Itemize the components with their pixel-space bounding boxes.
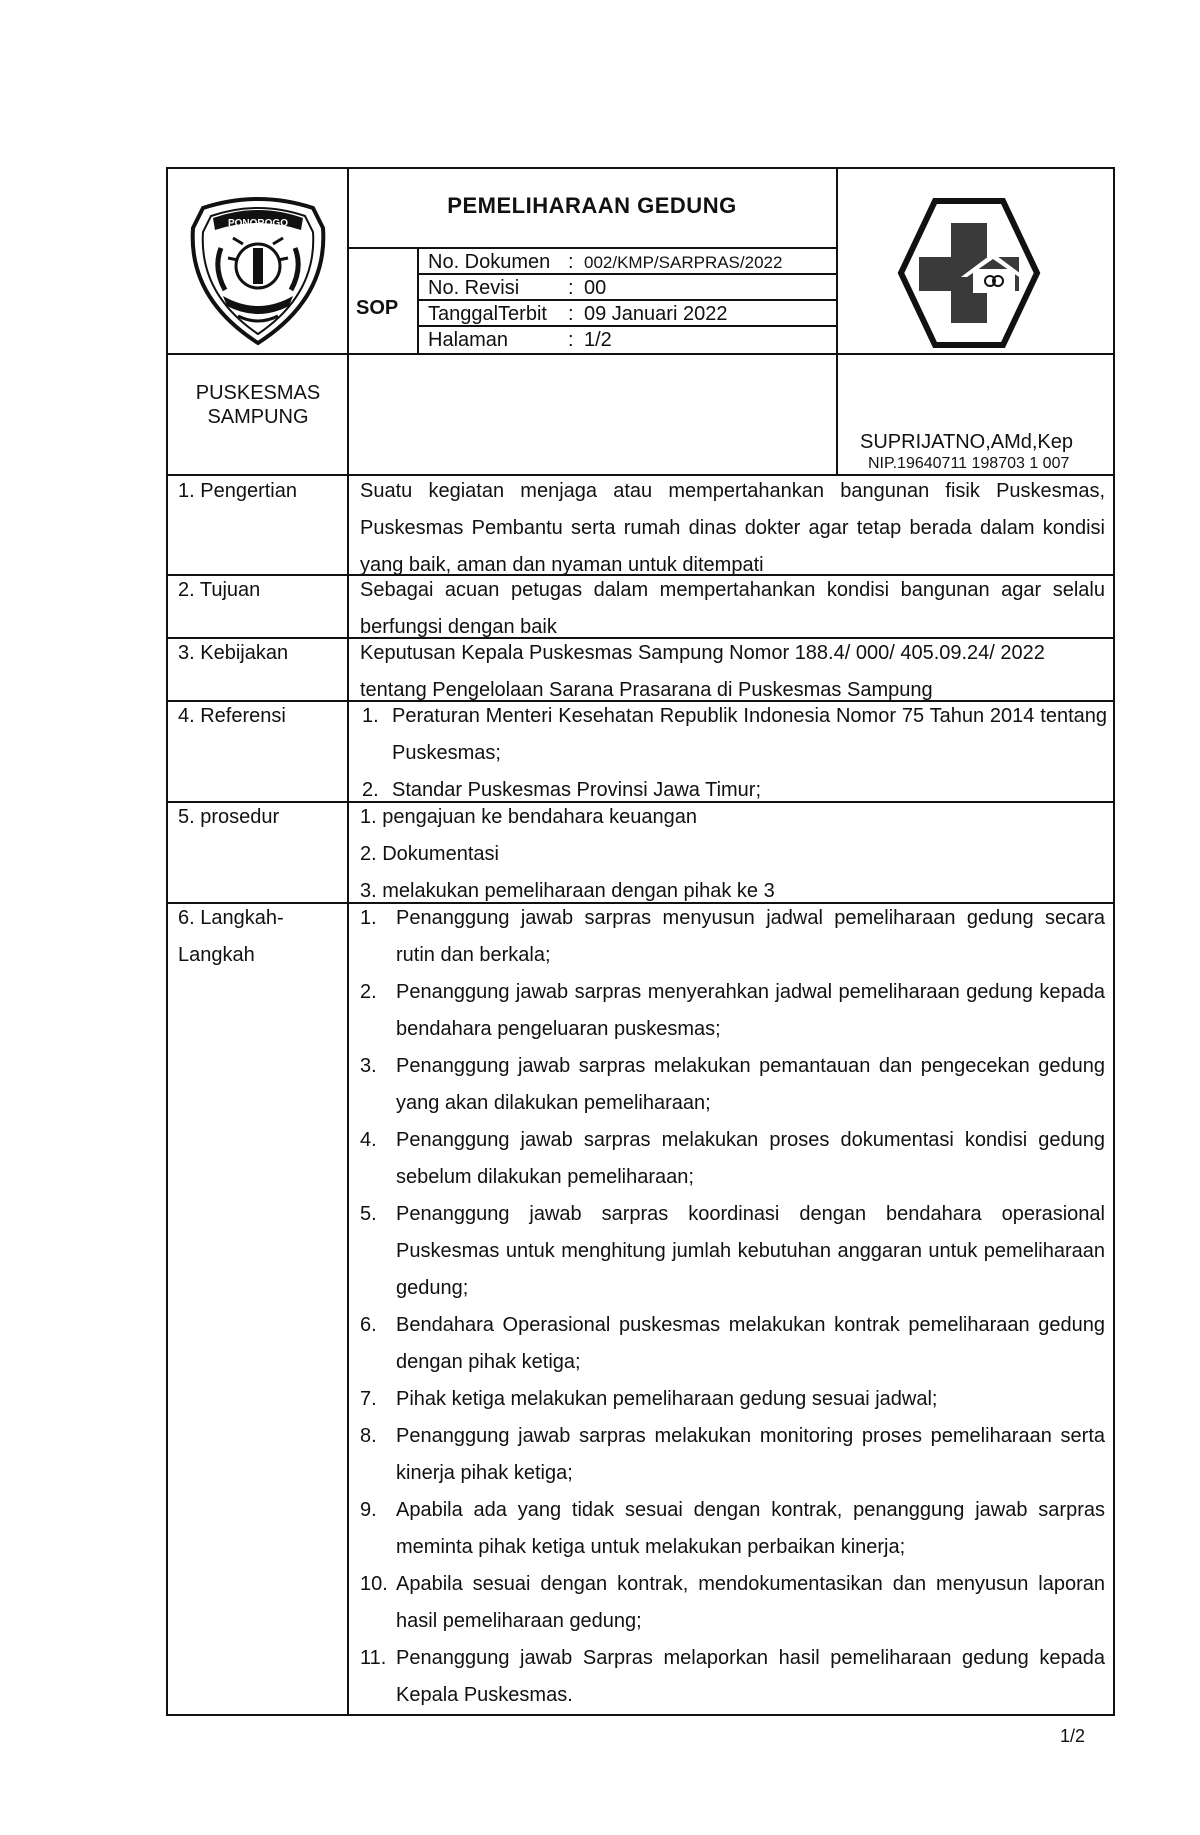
meta-value: 1/2 xyxy=(584,329,612,351)
meta-key: No. Revisi xyxy=(428,277,520,299)
item-number: 1. xyxy=(362,705,379,727)
item-number: 2. xyxy=(360,981,377,1003)
item-text: Penanggung jawab sarpras menyerahkan jadwal pemeliharaan gedung kepada bendahara pengeluaran puskesmas; xyxy=(396,981,1105,1040)
section-text: Keputusan Kepala Puskesmas Sampung Nomor 188.4/ 000/ 405.09.24/ 2022 tentang Pengelolaan Sarana Prasarana di Puskesmas Sampung xyxy=(360,642,1045,701)
section-label-pengertian: 1. Pengertian xyxy=(178,480,297,502)
meta-value: 00 xyxy=(584,277,607,299)
meta-row-revision: No. Revisi : 00 xyxy=(418,273,838,299)
item-number: 1. xyxy=(360,907,377,929)
item-text: Apabila ada yang tidak sesuai dengan kontrak, penanggung jawab sarpras meminta pihak ketiga untuk melakukan perbaikan kinerja; xyxy=(396,1499,1105,1558)
item-text: Penanggung jawab sarpras melakukan pemantauan dan pengecekan gedung yang akan dilakukan pemeliharaan; xyxy=(396,1055,1105,1114)
procedure-line: 3. melakukan pemeliharaan dengan pihak ke 3 xyxy=(360,880,775,902)
item-text: Penanggung jawab sarpras menyusun jadwal pemeliharaan gedung secara rutin dan berkala; xyxy=(396,907,1105,966)
item-number: 4. xyxy=(360,1129,377,1151)
reference-item xyxy=(362,698,1107,772)
org-line: PUSKESMAS xyxy=(195,382,321,404)
label-line: 6. Langkah- xyxy=(178,907,284,929)
page-number: 1/2 xyxy=(1060,1726,1086,1746)
section-label-kebijakan: 3. Kebijakan xyxy=(178,642,289,664)
item-text: Apabila sesuai dengan kontrak, mendokumentasikan dan menyusun laporan hasil pemeliharaan gedung; xyxy=(396,1573,1105,1632)
item-number: 9. xyxy=(360,1499,377,1521)
sop-label: SOP xyxy=(356,297,399,319)
meta-key: TanggalTerbit xyxy=(428,303,547,325)
org-line: SAMPUNG xyxy=(207,406,309,428)
section-content-referensi xyxy=(362,698,1107,809)
step-item xyxy=(360,1122,1105,1196)
step-item xyxy=(360,1566,1105,1640)
item-text: Standar Puskesmas Provinsi Jawa Timur; xyxy=(392,779,762,801)
section-content-prosedur xyxy=(360,799,1105,910)
step-item xyxy=(360,1381,1105,1418)
step-item xyxy=(360,1640,1105,1714)
item-number: 2. xyxy=(362,779,379,801)
procedure-line: 2. Dokumentasi xyxy=(360,843,499,865)
logo-text: PONOROGO xyxy=(227,218,289,229)
item-text: Penanggung jawab sarpras koordinasi dengan bendahara operasional Puskesmas untuk menghitung jumlah kebutuhan anggaran untuk pemeliharaan gedung; xyxy=(396,1203,1105,1299)
item-number: 6. xyxy=(360,1314,377,1336)
puskesmas-logo xyxy=(895,195,1043,351)
step-item xyxy=(360,974,1105,1048)
procedure-line: 1. pengajuan ke bendahara keuangan xyxy=(360,806,697,828)
section-text: Sebagai acuan petugas dalam mempertahankan kondisi bangunan agar selalu berfungsi dengan baik xyxy=(360,579,1105,638)
item-text: Penanggung jawab Sarpras melaporkan hasil pemeliharaan gedung kepada Kepala Puskesmas. xyxy=(396,1647,1105,1706)
item-number: 10. xyxy=(360,1573,388,1595)
section-text: Suatu kegiatan menjaga atau mempertahankan bangunan fisik Puskesmas, Puskesmas Pembantu serta rumah dinas dokter agar tetap berada dalam kondisi yang baik, aman dan nyaman untuk ditempati xyxy=(360,480,1105,576)
meta-key: No. Dokumen xyxy=(428,251,551,273)
step-item xyxy=(360,1048,1105,1122)
section-content-langkah xyxy=(360,900,1105,1714)
section-label-tujuan: 2. Tujuan xyxy=(178,579,261,601)
item-number: 3. xyxy=(360,1055,377,1077)
organization-name xyxy=(168,381,348,429)
document-title: PEMELIHARAAN GEDUNG xyxy=(447,193,737,218)
item-text: Peraturan Menteri Kesehatan Republik Indonesia Nomor 75 Tahun 2014 tentang Puskesmas; xyxy=(392,705,1107,764)
item-number: 7. xyxy=(360,1388,377,1410)
step-item xyxy=(360,1307,1105,1381)
item-number: 8. xyxy=(360,1425,377,1447)
item-text: Penanggung jawab sarpras melakukan monitoring proses pemeliharaan serta kinerja pihak ketiga; xyxy=(396,1425,1105,1484)
meta-key: Halaman xyxy=(428,329,509,351)
section-content-pengertian xyxy=(360,473,1105,584)
table-divider xyxy=(347,475,349,1716)
step-item xyxy=(360,1418,1105,1492)
item-number: 11. xyxy=(360,1647,387,1669)
section-label-prosedur: 5. prosedur xyxy=(178,806,280,828)
meta-row-page: Halaman : 1/2 xyxy=(418,325,838,355)
step-item xyxy=(360,1492,1105,1566)
meta-row-issue-date: TanggalTerbit : 09 Januari 2022 xyxy=(418,299,838,325)
item-number: 5. xyxy=(360,1203,377,1225)
ponorogo-seal-logo xyxy=(183,188,333,348)
meta-value: 002/KMP/SARPRAS/2022 xyxy=(584,253,783,272)
signer-nip: NIP.19640711 198703 1 007 xyxy=(868,455,1070,472)
meta-row-document-number: No. Dokumen : 002/KMP/SARPRAS/2022 xyxy=(418,247,838,273)
signer-name: SUPRIJATNO,AMd,Kep xyxy=(860,431,1074,453)
item-text: Pihak ketiga melakukan pemeliharaan gedung sesuai jadwal; xyxy=(396,1388,938,1410)
step-item xyxy=(360,1196,1105,1307)
item-text: Bendahara Operasional puskesmas melakukan kontrak pemeliharaan gedung dengan pihak ketiga; xyxy=(396,1314,1105,1373)
section-label-langkah xyxy=(178,900,284,974)
label-line: Langkah xyxy=(178,944,255,966)
section-label-referensi: 4. Referensi xyxy=(178,705,286,727)
step-item xyxy=(360,900,1105,974)
item-text: Penanggung jawab sarpras melakukan proses dokumentasi kondisi gedung sebelum dilakukan pemeliharaan; xyxy=(396,1129,1105,1188)
meta-value: 09 Januari 2022 xyxy=(584,303,728,325)
